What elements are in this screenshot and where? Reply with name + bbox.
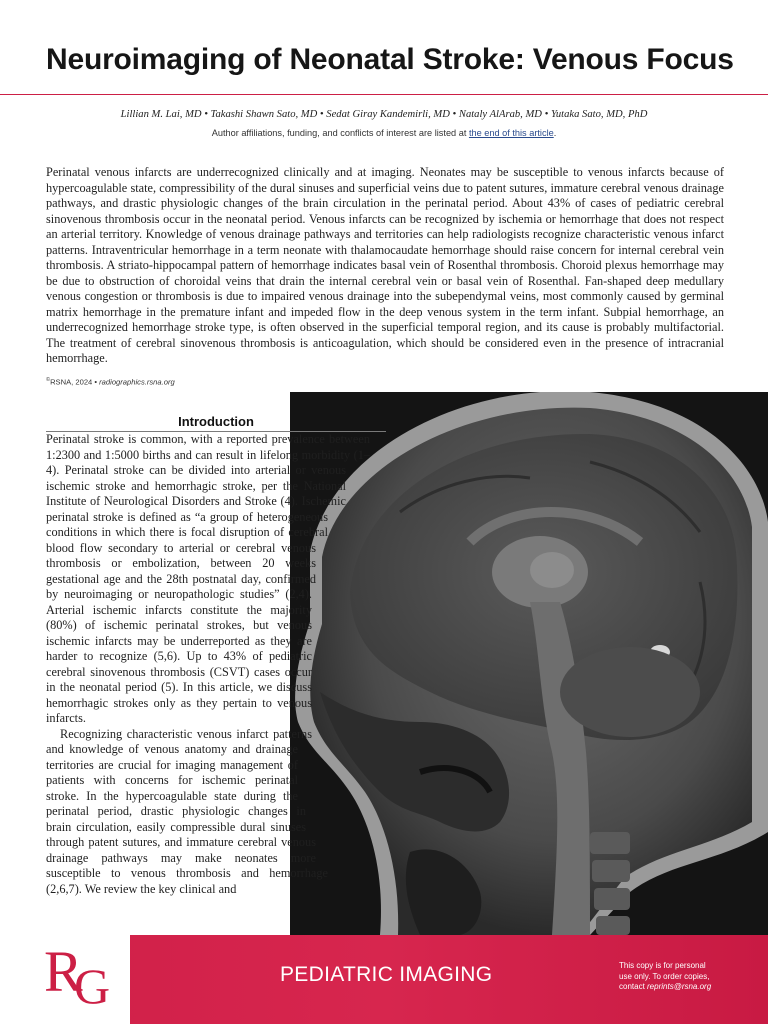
text-wrap-spacer	[328, 853, 386, 883]
abstract: Perinatal venous infarcts are underrecognized clinically and at imaging. Neonates may be susceptible to venous infarcts because of hypercoagulable state, compressibility of the dural sinuses and superficial veins due to patent sutures, immature cerebral venous drainage pathways, and drastic physiologic changes of the brain circulation in the perinatal period. About 43% of cases of pediatric cerebral sinovenous thrombosis occur in the neonatal period. Venous infarcts can be recognized by ischemia or hemorrhage that does not respect an arterial territory. Knowledge of venous drainage pathways and territories can help radiologists recognize characteristic venous infarct patterns. Intraventricular hemorrhage in a term neonate with thalamocaudate hemorrhage should raise concern for internal cerebral vein thrombosis. A striato-hippocampal pattern of hemorrhage indicates basal vein of Rosenthal thrombosis. Choroid plexus hemorrhage may be due to obstruction of choroidal veins that drain the internal cerebral vein or basal vein of Rosenthal. Fan-shaped deep medullary venous congestion or thrombosis is due to impaired venous drainage into the subependymal veins, most commonly caused by germinal matrix hemorrhage in the premature infant and impeded flow in the deep venous system in the term infant. Subpial hemorrhage, an underrecognized hemorrhage stroke type, is often observed in the superficial temporal region, and its cause is probably multifactorial. The treatment of cerebral sinovenous thrombosis is anticoagulation, which should be considered even in the presence of intracranial hemorrhage.	[46, 165, 724, 365]
reprint-line-3	[619, 982, 739, 993]
reprint-line-2: use only. To order copies,	[619, 971, 710, 981]
text-wrap-spacer	[316, 821, 386, 853]
reprint-prefix: contact	[619, 982, 648, 991]
text-wrap-spacer	[298, 757, 386, 789]
text-wrap-spacer	[334, 637, 386, 697]
text-wrap-spacer	[312, 727, 386, 757]
copyright-line	[46, 377, 175, 387]
section-label: PEDIATRIC IMAGING	[280, 963, 493, 986]
article-title: Neuroimaging of Neonatal Stroke: Venous Focus	[46, 43, 734, 76]
text-wrap-spacer	[324, 697, 386, 727]
introduction-body	[46, 432, 386, 922]
logo-letter-g: G	[74, 958, 111, 1014]
text-wrap-spacer	[346, 472, 386, 517]
journal-logo	[0, 935, 130, 1024]
text-wrap-spacer	[320, 577, 386, 607]
copyright-mark: ©	[46, 377, 51, 383]
text-wrap-spacer	[370, 432, 386, 472]
author-list: Lillian M. Lai, MD • Takashi Shawn Sato, MD • Sedat Giray Kandemirli, MD • Nataly AlArab, MD • Yutaka Sato, MD, PhD	[120, 109, 648, 120]
reprint-notice	[619, 961, 739, 993]
journal-website: radiographics.rsna.org	[99, 377, 175, 387]
affiliation-note	[0, 127, 768, 139]
reprint-email-link[interactable]: reprints@rsna.org	[647, 982, 712, 991]
introduction-paragraph-2: Recognizing characteristic venous infarct patterns and knowledge of venous anatomy and drainage territories are crucial for imaging management of patients with concerns for ischemic perinatal stroke. In the hypercoagulable state during the perinatal period, drastic physiologic changes in brain circulation, easily compressible dural sinuses through patent sutures, and immature cerebral venous drainage pathways may make neonates more susceptible to venous thrombosis and hemorrhage (2,6,7). We review the key clinical and	[46, 726, 328, 896]
introduction-heading: Introduction	[178, 414, 254, 429]
title-divider	[0, 94, 768, 95]
text-wrap-spacer	[340, 883, 386, 913]
text-wrap-spacer	[328, 517, 386, 547]
affiliation-prefix: Author affiliations, funding, and conflicts of interest are listed at	[211, 128, 469, 138]
logo-letter-r: R	[44, 939, 83, 1004]
affiliation-link[interactable]: the end of this article	[468, 128, 554, 138]
copyright-text: RSNA, 2024 •	[50, 377, 100, 387]
reprint-line-1: This copy is for personal	[619, 961, 706, 970]
text-wrap-spacer	[328, 607, 386, 637]
introduction-paragraph-1: Perinatal stroke is common, with a reported prevalence between 1:2300 and 1:5000 births and can result in lifelong morbidity (1–4). Perinatal stroke can be divided into arterial or venous ischemic stroke and hemorrhagic stroke, per the National Institute of Neurological Disorders and Stroke (4). Ischemic perinatal stroke is defined as “a group of heterogeneous conditions in which there is focal disruption of cerebral blood flow secondary to arterial or cerebral venous thrombosis or embolization, between 20 weeks gestational age and the 28th postnatal day, confirmed by neuroimaging or neuropathologic studies” (2,4). Arterial ischemic infarcts constitute the majority (80%) of ischemic perinatal strokes, but venous ischemic infarcts may be underreported as they are harder to recognize (5,6). Up to 43% of pediatric cerebral sinovenous thrombosis (CSVT) cases occur in the neonatal period (5). In this article, we discuss hemorrhagic strokes only as they pertain to venous infarcts.	[46, 432, 370, 725]
text-wrap-spacer	[316, 547, 386, 577]
affiliation-suffix: .	[553, 128, 557, 138]
footer-banner	[0, 935, 768, 1024]
text-wrap-spacer	[306, 789, 386, 821]
